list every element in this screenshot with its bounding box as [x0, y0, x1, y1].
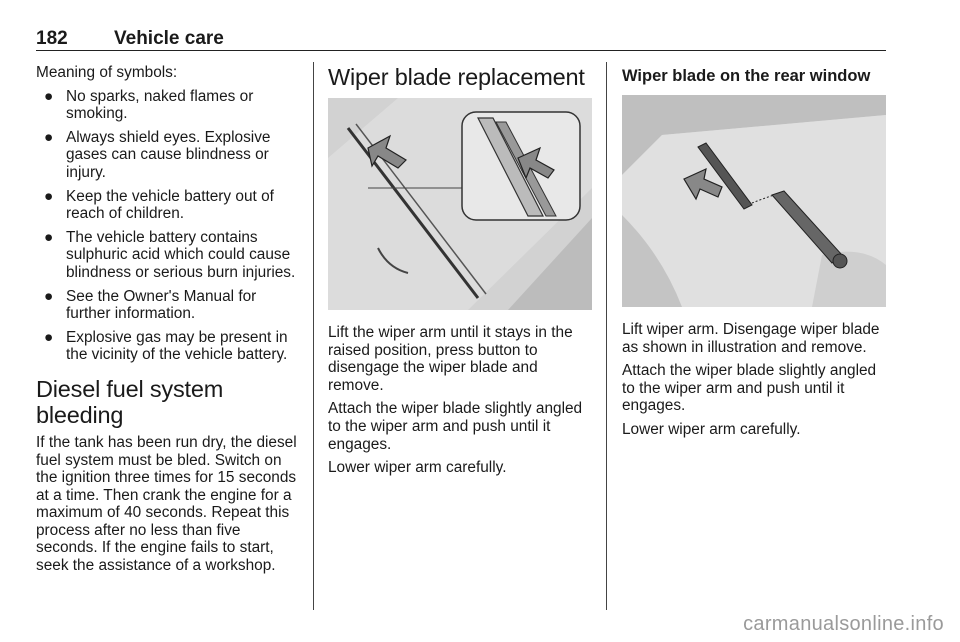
symbol-list	[36, 88, 298, 364]
rear-wiper-heading: Wiper blade on the rear window	[622, 67, 871, 85]
bullet-icon: ●	[44, 128, 54, 146]
list-item: ● Keep the vehicle battery out of reach of children.	[44, 187, 274, 223]
rear-wiper-para-1: Lift wiper arm. Disengage wiper blade as shown in illustration and remove.	[622, 321, 880, 356]
wiper-blade-icon	[328, 98, 592, 310]
list-item: ● Always shield eyes. Explosive gases can cause blindness or injury.	[44, 128, 271, 181]
column-divider	[313, 62, 314, 610]
bullet-icon: ●	[44, 187, 54, 205]
bullet-icon: ●	[44, 228, 54, 246]
diesel-bleeding-heading: Diesel fuel system bleeding	[36, 375, 224, 428]
column-right	[622, 64, 888, 445]
diesel-bleeding-body: If the tank has been run dry, the diesel fuel system must be bled. Switch on the ignition three times for 15 seconds at a time. Then crank the engine for a maximum of 40 seconds. Repeat this process after no less than five seconds. If the engine fails to start, seek the assistance of a workshop.	[36, 433, 297, 575]
column-divider	[606, 62, 607, 610]
rear-wiper-icon	[622, 95, 886, 307]
watermark: carmanualsonline.info	[743, 613, 944, 635]
list-item: ● The vehicle battery contains sulphuric acid which could cause blindness or serious burn injuries.	[44, 228, 296, 281]
list-item: ● See the Owner's Manual for further information.	[44, 287, 257, 323]
wiper-para-2: Attach the wiper blade slightly angled to the wiper arm and push until it engages.	[328, 400, 583, 453]
column-left	[36, 64, 298, 581]
rear-wiper-para-2: Attach the wiper blade slightly angled to the wiper arm and push until it engages.	[622, 362, 877, 415]
rear-wiper-illustration	[622, 95, 886, 307]
wiper-para-3: Lower wiper arm carefully.	[328, 459, 507, 477]
section-title: Vehicle care	[114, 28, 224, 49]
page-number: 182	[36, 28, 68, 49]
symbols-intro: Meaning of symbols:	[36, 64, 178, 81]
list-item: ● Explosive gas may be present in the vicinity of the vehicle battery.	[44, 328, 288, 364]
bullet-icon: ●	[44, 287, 54, 305]
rear-wiper-para-3: Lower wiper arm carefully.	[622, 420, 801, 438]
wiper-para-1: Lift the wiper arm until it stays in the raised position, press button to disengage the wiper blade and remove.	[328, 324, 573, 394]
list-item: ● No sparks, naked flames or smoking.	[44, 87, 254, 123]
bullet-icon: ●	[44, 87, 54, 105]
page-header	[36, 28, 886, 51]
column-middle	[328, 64, 592, 483]
wiper-blade-illustration	[328, 98, 592, 310]
wiper-replacement-heading: Wiper blade replacement	[328, 64, 585, 90]
bullet-icon: ●	[44, 328, 54, 346]
